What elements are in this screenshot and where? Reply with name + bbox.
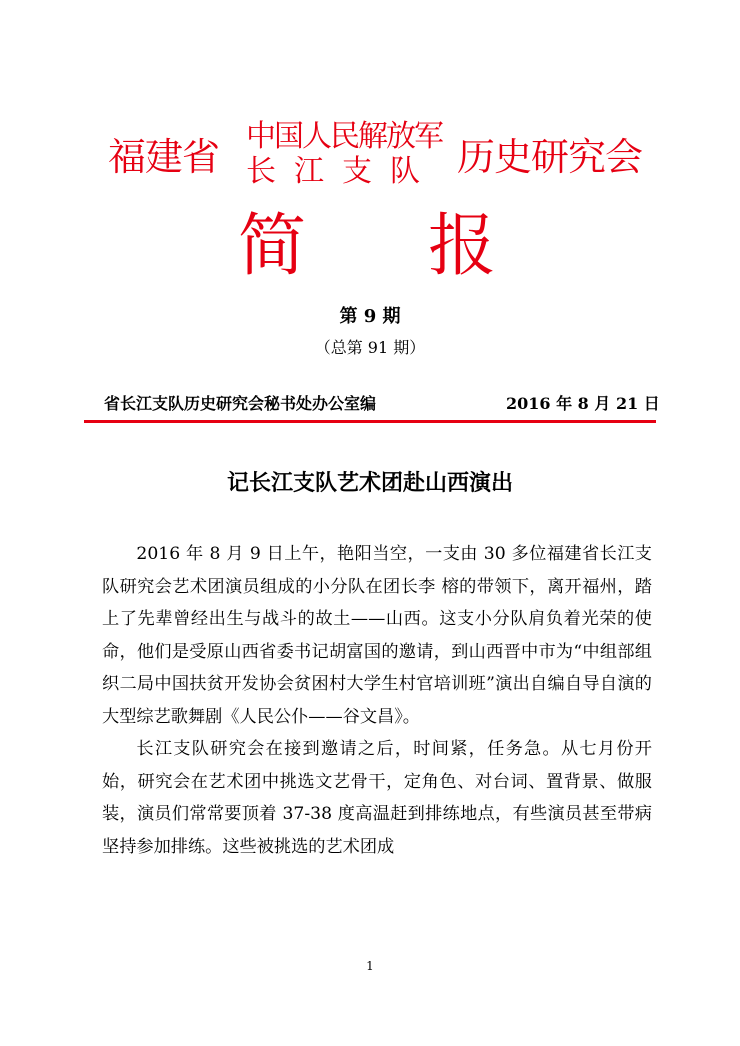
article-paragraph: 长江支队研究会在接到邀请之后，时间紧，任务急。从七月份开始，研究会在艺术团中挑选文艺骨干，定角色、对台词、置背景、做服装，演员们常常要顶着 37-38 度高温赶到排练地点，有些演员甚至带病坚持参加排练。这些被挑选的艺术团成 [102, 739, 652, 857]
masthead-unit-line2: 长江支队 [246, 154, 438, 189]
masthead [0, 118, 740, 198]
masthead-unit-line1: 中国人民解放军 [246, 119, 442, 154]
masthead-unit [246, 120, 454, 190]
red-divider [84, 420, 656, 423]
article-title: 记长江支队艺术团赴山西演出 [226, 471, 513, 496]
bulletin-title [0, 202, 740, 292]
bulletin-char-2: 报 [428, 207, 497, 286]
article-paragraph: 2016 年 8 月 9 日上午，艳阳当空，一支由 30 多位福建省长江支队研究会艺术团演员组成的小分队在团长李 榕的带领下，离开福州，踏上了先辈曾经出生与战斗的故土——山西。这支小分队肩负着光荣的使命，他们是受原山西省委书记胡富国的邀请，到山西晋中市为“中组部组织二局中国扶贫开发协会贫困村大学生村官培训班”演出自编自导自演的大型综艺歌舞剧《人民公仆——谷文昌》。 [102, 544, 652, 727]
masthead-province: 福建省 [108, 135, 220, 179]
bulletin-char-1: 简 [238, 207, 307, 286]
article-body [102, 538, 652, 863]
page-number: 1 [366, 959, 374, 973]
masthead-society: 历史研究会 [457, 135, 643, 179]
publish-date: 2016 年 8 月 21 日 [506, 394, 660, 413]
issue-total: （总第 91 期） [314, 338, 426, 357]
editor-line: 省长江支队历史研究会秘书处办公室编 [104, 394, 377, 413]
issue-number: 第 9 期 [339, 306, 401, 327]
